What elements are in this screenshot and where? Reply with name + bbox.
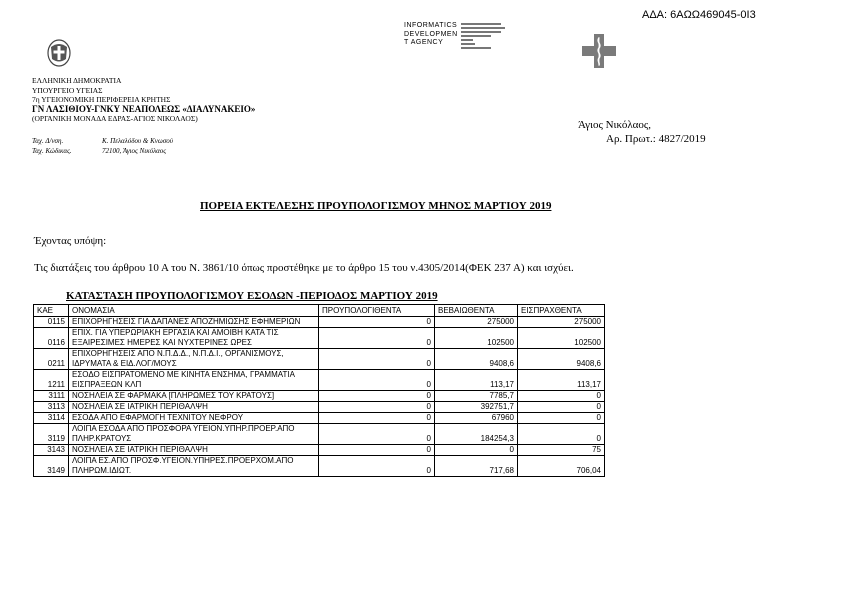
budget-cell: 0 bbox=[319, 391, 435, 402]
kae-cell: 1211 bbox=[34, 370, 69, 391]
certified-cell: 7785,7 bbox=[435, 391, 518, 402]
collected-cell: 75 bbox=[518, 445, 605, 456]
budget-cell: 0 bbox=[319, 317, 435, 328]
budget-cell: 0 bbox=[319, 370, 435, 391]
name-cell: ΝΟΣΗΛΕΙΑ ΣΕ ΦΑΡΜΑΚΑ [ΠΛΗΡΩΜΕΣ ΤΟΥ ΚΡΑΤΟΥΣ] bbox=[69, 391, 319, 402]
place-protocol bbox=[578, 118, 706, 146]
budget-cell: 0 bbox=[319, 402, 435, 413]
table-header-row bbox=[34, 305, 605, 317]
table-row bbox=[34, 370, 605, 391]
table-row bbox=[34, 445, 605, 456]
table-row bbox=[34, 402, 605, 413]
page-title: ΠΟΡΕΙΑ ΕΚΤΕΛΕΣΗΣ ΠΡΟΥΠΟΛΟΓΙΣΜΟΥ ΜΗΝΟΣ ΜΑΡΤΙΟΥ 2019 bbox=[200, 200, 552, 212]
budget-cell: 0 bbox=[319, 456, 435, 477]
idg-line: INFORMATICS bbox=[404, 22, 458, 29]
column-header: ΕΙΣΠΡΑΧΘΕΝΤΑ bbox=[518, 305, 605, 317]
address-value: 72100, Άγιος Νικόλαος bbox=[102, 147, 167, 155]
city: Άγιος Νικόλαος, bbox=[578, 119, 652, 131]
kae-cell: 0211 bbox=[34, 349, 69, 370]
table-row bbox=[34, 317, 605, 328]
kae-cell: 3119 bbox=[34, 424, 69, 445]
certified-cell: 275000 bbox=[435, 317, 518, 328]
column-header: ΒΕΒΑΙΩΘΕΝΤΑ bbox=[435, 305, 518, 317]
name-cell: ΝΟΣΗΛΕΙΑ ΣΕ ΙΑΤΡΙΚΗ ΠΕΡΙΘΑΛΨΗ bbox=[69, 402, 319, 413]
table-row bbox=[34, 424, 605, 445]
intro-heading: Έχοντας υπόψη: bbox=[34, 235, 107, 247]
intro-text: Τις διατάξεις του άρθρου 10 Α του Ν. 3861/10 όπως προστέθηκε με το άρθρο 15 του ν.4305/2014(ΦΕΚ 237 Α) και ισχύει. bbox=[34, 262, 574, 274]
kae-cell: 3143 bbox=[34, 445, 69, 456]
budget-cell: 0 bbox=[319, 349, 435, 370]
certified-cell: 0 bbox=[435, 445, 518, 456]
certified-cell: 67960 bbox=[435, 413, 518, 424]
kae-cell: 3111 bbox=[34, 391, 69, 402]
certified-cell: 113,17 bbox=[435, 370, 518, 391]
kae-cell: 3114 bbox=[34, 413, 69, 424]
protocol-number: Αρ. Πρωτ.: 4827/2019 bbox=[606, 133, 706, 145]
collected-cell: 0 bbox=[518, 424, 605, 445]
table-row bbox=[34, 391, 605, 402]
header-line: (ΟΡΓΑΝΙΚΗ ΜΟΝΑΔΑ ΕΔΡΑΣ-ΑΓΙΟΣ ΝΙΚΟΛΑΟΣ) bbox=[32, 114, 198, 123]
certified-cell: 392751,7 bbox=[435, 402, 518, 413]
kae-cell: 3149 bbox=[34, 456, 69, 477]
certified-cell: 9408,6 bbox=[435, 349, 518, 370]
certified-cell: 102500 bbox=[435, 328, 518, 349]
header-line: ΕΛΛΗΝΙΚΗ ΔΗΜΟΚΡΑΤΙΑ bbox=[32, 76, 122, 85]
column-header: ΠΡΟΥΠΟΛΟΓΙΘΕΝΤΑ bbox=[319, 305, 435, 317]
column-header: ΟΝΟΜΑΣΙΑ bbox=[69, 305, 319, 317]
name-cell: ΕΣΟΔΑ ΑΠΟ ΕΦΑΡΜΟΓΗ ΤΕΧΝΙΤΟΥ ΝΕΦΡΟΥ bbox=[69, 413, 319, 424]
table-row bbox=[34, 349, 605, 370]
idg-fine-print bbox=[461, 22, 505, 49]
collected-cell: 113,17 bbox=[518, 370, 605, 391]
table-row bbox=[34, 456, 605, 477]
medical-cross-icon bbox=[582, 34, 616, 68]
budget-cell: 0 bbox=[319, 424, 435, 445]
collected-cell: 275000 bbox=[518, 317, 605, 328]
name-cell: ΛΟΙΠΑ ΕΣΟΔΑ ΑΠΟ ΠΡΟΣΦΟΡΑ ΥΓΕΙΟΝ.ΥΠΗΡ.ΠΡΟΕΡ.ΑΠΟ ΠΛΗΡ.ΚΡΑΤΟΥΣ bbox=[69, 424, 319, 445]
idg-logo-text bbox=[404, 22, 458, 48]
idg-line: DEVELOPMEN bbox=[404, 30, 458, 38]
collected-cell: 9408,6 bbox=[518, 349, 605, 370]
name-cell: ΛΟΙΠΑ ΕΣ.ΑΠΟ ΠΡΟΣΦ.ΥΓΕΙΟΝ.ΥΠΗΡΕΣ.ΠΡΟΕΡΧΟΜ.ΑΠΟ ΠΛΗΡΩΜ.ΙΔΙΩΤ. bbox=[69, 456, 319, 477]
table-row bbox=[34, 413, 605, 424]
ada-code: ΑΔΑ: 6ΑΩΩ469045-0Ι3 bbox=[642, 9, 756, 21]
collected-cell: 0 bbox=[518, 391, 605, 402]
table-row bbox=[34, 328, 605, 349]
header-line: 7η ΥΓΕΙΟΝΟΜΙΚΗ ΠΕΡΙΦΕΡΕΙΑ ΚΡΗΤΗΣ bbox=[32, 95, 171, 104]
hospital-name: ΓΝ ΛΑΣΙΘΙΟΥ-ΓΝΚΥ ΝΕΑΠΟΛΕΩΣ «ΔΙΑΛΥΝΑΚΕΙΟ» bbox=[32, 103, 256, 114]
budget-table bbox=[33, 304, 605, 477]
address-value: Κ. Πελαλόδου & Κνωσού bbox=[102, 137, 174, 145]
collected-cell: 0 bbox=[518, 402, 605, 413]
address-block bbox=[32, 136, 173, 156]
greek-emblem-icon bbox=[47, 37, 71, 67]
idg-line: T AGENCY bbox=[404, 39, 444, 46]
name-cell: ΕΣΟΔΟ ΕΙΣΠΡΑΤΟΜΕΝΟ ΜΕ ΚΙΝΗΤΑ ΕΝΣΗΜΑ, ΓΡΑΜΜΑΤΙΑ ΕΙΣΠΡΑΞΕΩΝ ΚΛΠ bbox=[69, 370, 319, 391]
name-cell: ΕΠΙΧΟΡΗΓΗΣΕΙΣ ΑΠΟ Ν.Π.Δ.Δ., Ν.Π.Δ.Ι., ΟΡΓΑΝΙΣΜΟΥΣ, ΙΔΡΥΜΑΤΑ & ΕΙΔ.ΛΟΓ/ΜΟΥΣ bbox=[69, 349, 319, 370]
budget-cell: 0 bbox=[319, 328, 435, 349]
kae-cell: 0116 bbox=[34, 328, 69, 349]
name-cell: ΕΠΙΧ. ΓΙΑ ΥΠΕΡΩΡΙΑΚΗ ΕΡΓΑΣΙΑ ΚΑΙ ΑΜΟΙΒΗ ΚΑΤΑ ΤΙΣ ΕΞΑΙΡΕΣΙΜΕΣ ΗΜΕΡΕΣ ΚΑΙ ΝΥΧΤΕΡΙΝΕΣ ΩΡΕΣ bbox=[69, 328, 319, 349]
address-key: Ταχ. Δ/νση. bbox=[32, 137, 64, 145]
institution-header bbox=[32, 76, 255, 124]
name-cell: ΕΠΙΧΟΡΗΓΗΣΕΙΣ ΓΙΑ ΔΑΠΑΝΕΣ ΑΠΟΖΗΜΙΩΣΗΣ ΕΦΗΜΕΡΙΩΝ bbox=[69, 317, 319, 328]
table-title: ΚΑΤΑΣΤΑΣΗ ΠΡΟΥΠΟΛΟΓΙΣΜΟΥ ΕΣΟΔΩΝ -ΠΕΡΙΟΔΟΣ ΜΑΡΤΙΟΥ 2019 bbox=[66, 290, 438, 302]
column-header: ΚΑΕ bbox=[34, 305, 69, 317]
kae-cell: 0115 bbox=[34, 317, 69, 328]
budget-cell: 0 bbox=[319, 445, 435, 456]
collected-cell: 0 bbox=[518, 413, 605, 424]
certified-cell: 184254,3 bbox=[435, 424, 518, 445]
header-line: ΥΠΟΥΡΓΕΙΟ ΥΓΕΙΑΣ bbox=[32, 85, 103, 95]
name-cell: ΝΟΣΗΛΕΙΑ ΣΕ ΙΑΤΡΙΚΗ ΠΕΡΙΘΑΛΨΗ bbox=[69, 445, 319, 456]
certified-cell: 717,68 bbox=[435, 456, 518, 477]
budget-cell: 0 bbox=[319, 413, 435, 424]
collected-cell: 706,04 bbox=[518, 456, 605, 477]
collected-cell: 102500 bbox=[518, 328, 605, 349]
address-key: Ταχ. Κώδικας. bbox=[32, 147, 72, 155]
kae-cell: 3113 bbox=[34, 402, 69, 413]
